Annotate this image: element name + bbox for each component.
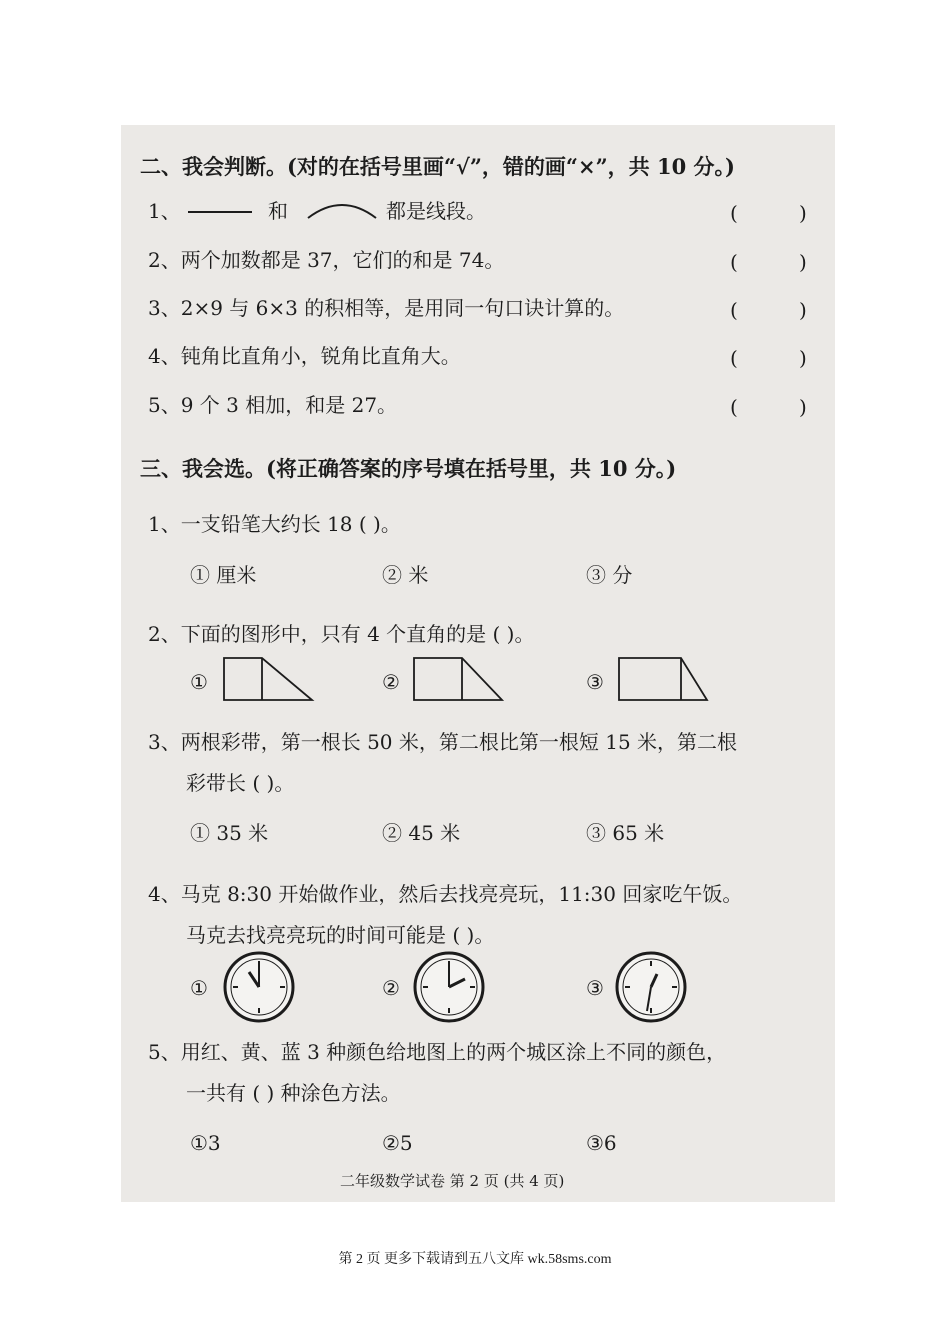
choice-q2-option-2: ② bbox=[382, 670, 400, 694]
choice-q4-option-3: ③ bbox=[586, 976, 604, 1000]
choice-q4-line-1: 4、马克 8:30 开始做作业，然后去找亮亮玩，11:30 回家吃午饭。 bbox=[148, 882, 743, 906]
choice-q4-option-1: ① bbox=[190, 976, 208, 1000]
answer-bracket-left: ( bbox=[730, 298, 738, 322]
answer-bracket-right: ) bbox=[799, 346, 807, 370]
judge-q4: 4、钝角比直角小，锐角比直角大。 bbox=[148, 344, 461, 368]
answer-bracket-right: ) bbox=[799, 250, 807, 274]
section-2-heading: 二、我会判断。(对的在括号里画“√”，错的画“×”，共 10 分。) bbox=[140, 154, 735, 179]
judge-q2: 2、两个加数都是 37，它们的和是 74。 bbox=[148, 248, 505, 272]
choice-q3-option-3: ③ 65 米 bbox=[586, 821, 665, 845]
judge-q1-and: 和 bbox=[268, 199, 288, 223]
answer-bracket-right: ) bbox=[799, 395, 807, 419]
choice-q3-line-2: 彩带长 ( )。 bbox=[186, 771, 295, 795]
section-3-heading: 三、我会选。(将正确答案的序号填在括号里，共 10 分。) bbox=[140, 456, 677, 481]
choice-q3-line-1: 3、两根彩带，第一根长 50 米，第二根比第一根短 15 米，第二根 bbox=[148, 730, 738, 754]
clock-icon bbox=[222, 950, 296, 1024]
answer-bracket-left: ( bbox=[730, 346, 738, 370]
choice-q5-option-3: ③6 bbox=[586, 1131, 617, 1155]
clock-icon bbox=[412, 950, 486, 1024]
choice-q1-option-1: ① 厘米 bbox=[190, 563, 257, 587]
answer-bracket-left: ( bbox=[730, 250, 738, 274]
straight-segment-figure bbox=[186, 200, 256, 224]
trapezoid-figure-3 bbox=[617, 656, 713, 704]
trapezoid-figure-1 bbox=[222, 656, 318, 704]
trapezoid-figure-2 bbox=[412, 656, 508, 704]
choice-q1: 1、一支铅笔大约长 18 ( )。 bbox=[148, 512, 401, 536]
page-footer: 二年级数学试卷 第 2 页 (共 4 页) bbox=[340, 1172, 565, 1190]
judge-q1-prefix: 1、 bbox=[148, 199, 181, 223]
curved-arc-figure bbox=[304, 196, 382, 222]
answer-bracket-right: ) bbox=[799, 298, 807, 322]
choice-q3-option-1: ① 35 米 bbox=[190, 821, 269, 845]
choice-q2: 2、下面的图形中，只有 4 个直角的是 ( )。 bbox=[148, 622, 535, 646]
choice-q4-line-2: 马克去找亮亮玩的时间可能是 ( )。 bbox=[186, 923, 495, 947]
choice-q2-option-3: ③ bbox=[586, 670, 604, 694]
answer-bracket-left: ( bbox=[730, 395, 738, 419]
choice-q5-option-2: ②5 bbox=[382, 1131, 413, 1155]
judge-q5: 5、9 个 3 相加，和是 27。 bbox=[148, 393, 398, 417]
judge-q1-suffix: 都是线段。 bbox=[386, 199, 486, 223]
choice-q4-option-2: ② bbox=[382, 976, 400, 1000]
choice-q5-line-1: 5、用红、黄、蓝 3 种颜色给地图上的两个城区涂上不同的颜色， bbox=[148, 1040, 727, 1064]
download-note: 第 2 页 更多下载请到五八文库 wk.58sms.com bbox=[338, 1252, 612, 1267]
choice-q1-option-2: ② 米 bbox=[382, 563, 429, 587]
choice-q3-option-2: ② 45 米 bbox=[382, 821, 461, 845]
choice-q1-option-3: ③ 分 bbox=[586, 563, 633, 587]
judge-q3: 3、2×9 与 6×3 的积相等，是用同一句口诀计算的。 bbox=[148, 296, 625, 320]
choice-q5-option-1: ①3 bbox=[190, 1131, 221, 1155]
choice-q5-line-2: 一共有 ( ) 种涂色方法。 bbox=[186, 1081, 401, 1105]
choice-q2-option-1: ① bbox=[190, 670, 208, 694]
clock-icon bbox=[614, 950, 688, 1024]
answer-bracket-right: ) bbox=[799, 201, 807, 225]
answer-bracket-left: ( bbox=[730, 201, 738, 225]
